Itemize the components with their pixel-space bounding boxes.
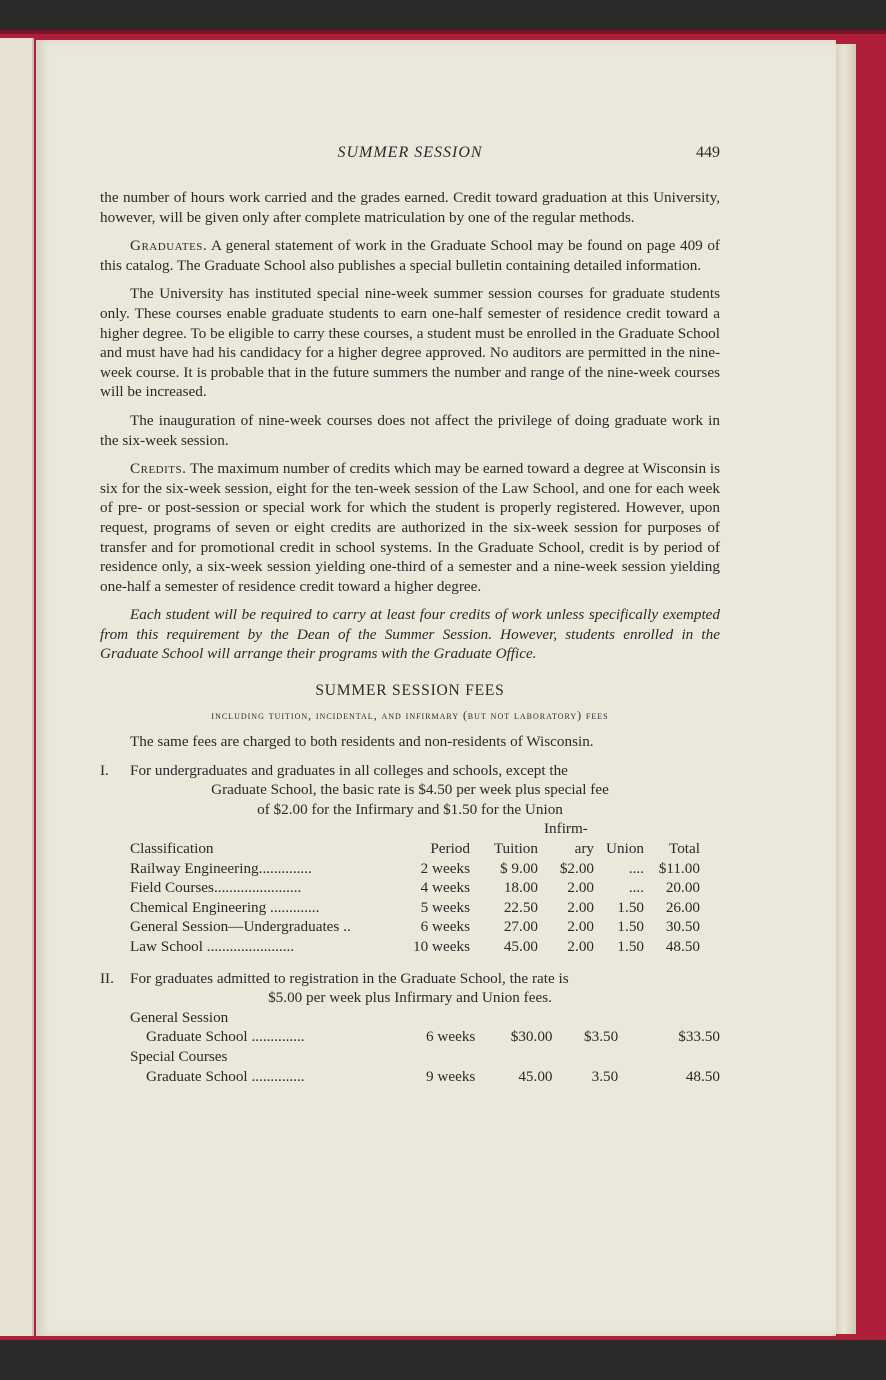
fees-section-1: I. For undergraduates and graduates in all colleges and schools, except the Graduate School, the basic rate is $4.50 per week plus special fee of $2.00 for the Infirmary and $1.50 for the Union: [100, 761, 609, 818]
table-row: Railway Engineering.............. 2 weeks $ 9.00 $2.00 .... $11.00: [130, 859, 700, 877]
paragraph-requirement: Each student will be required to carry at least four credits of work unless specifically exempted from this requirement by the Dean of the Summer Session. However, students enrolled in the Graduate School will arrange their programs with the Graduate Office.: [100, 606, 720, 663]
paragraph-continued: the number of hours work carried and the grades earned. Credit toward graduation at this University, however, will be given only after complete matriculation by one of the regular methods.: [100, 189, 720, 226]
heading-graduates: Graduates.: [130, 237, 208, 255]
table-header-row: Classification Period Tuition ary Union Total: [130, 840, 700, 858]
fees-title: SUMMER SESSION FEES: [315, 682, 505, 700]
paragraph-credits: Credits. The maximum number of credits which may be earned toward a degree at Wisconsin is six for the six-week session, eight for the ten-week session of the Law School, and one for each week of pre- or post-session or special work for which the student is properly registered. However, upon request, programs of seven or eight credits are authorized in the six-week session for purposes of transfer and for promotional credit in school systems. In the Graduate School, credit is by period of residence only, a six-week session yielding one-third of a semester and a nine-week session yielding one-half a semester of residence credit toward a higher degree.: [100, 460, 720, 595]
infirmary-header-top: Infirm-: [544, 820, 588, 838]
table-row: Chemical Engineering ............. 5 weeks 22.50 2.00 1.50 26.00: [130, 898, 700, 916]
page-number: 449: [696, 144, 720, 161]
fees-table-graduate: [130, 1008, 720, 1086]
group-label: General Session: [130, 1008, 229, 1026]
table-row: Graduate School .............. 9 weeks 45.00 3.50 48.50: [146, 1067, 720, 1085]
fees-intro: The same fees are charged to both residents and non-residents of Wisconsin.: [130, 733, 594, 751]
running-title: SUMMER SESSION: [337, 144, 483, 161]
page-body: [100, 188, 720, 1086]
table-row: Law School ....................... 10 weeks 45.00 2.00 1.50 48.50: [130, 938, 700, 955]
table-row: Field Courses....................... 4 weeks 18.00 2.00 .... 20.00: [130, 879, 700, 897]
fees-subtitle: including tuition, incidental, and infirmary (but not laboratory) fees: [211, 710, 609, 723]
paragraph-graduates: Graduates. A general statement of work in the Graduate School may be found on page 409 of this catalog. The Graduate School also publishes a special bulletin containing detailed information.: [100, 237, 720, 274]
table-row: General Session—Undergraduates .. 6 weeks 27.00 2.00 1.50 30.50: [130, 918, 700, 936]
paragraph-nine-week: The University has instituted special nine-week summer session courses for graduate students only. These courses enable graduate students to earn one-half semester of residence credit toward a higher degree. To be eligible to carry these courses, a student must be enrolled in the Graduate School and must have had his candidacy for a higher degree approved. No auditors are permitted in the nine-week course. It is probable that in the future summers the number and range of the nine-week courses will be increased.: [100, 285, 720, 401]
fees-section-2: II. For graduates admitted to registration in the Graduate School, the rate is $5.00 per week plus Infirmary and Union fees.: [100, 969, 569, 1007]
background: [0, 1340, 886, 1380]
page-stack-edge: [836, 44, 856, 1334]
group-label: Special Courses: [130, 1047, 228, 1065]
table-row: Graduate School .............. 6 weeks $30.00 $3.50 $33.50: [146, 1028, 720, 1046]
facing-page-edge: [0, 38, 34, 1336]
running-header: [100, 144, 720, 166]
paragraph-inauguration: The inauguration of nine-week courses does not affect the privilege of doing graduate work in the six-week session.: [100, 411, 720, 449]
fees-table-undergrad: [130, 819, 700, 956]
heading-credits: Credits.: [130, 460, 187, 478]
